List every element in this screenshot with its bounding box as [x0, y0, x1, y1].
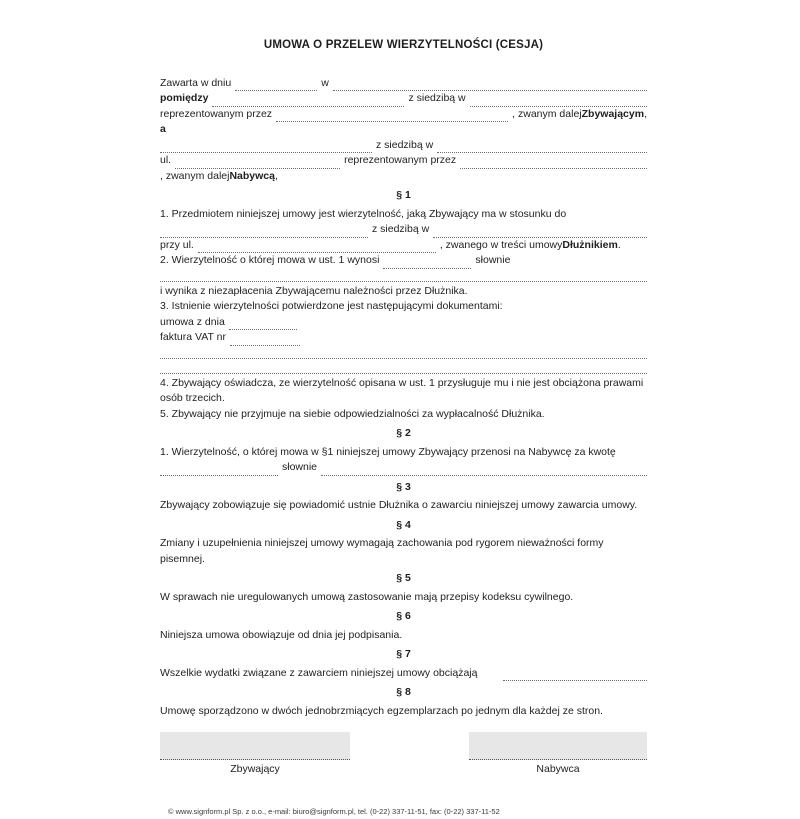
intro-row-seller-rep: [160, 107, 647, 123]
intro-row-buyer-street: [160, 153, 647, 169]
label-przy-ul: przy ul.: [160, 238, 194, 254]
blank-invoice-number-field: [230, 332, 300, 346]
label-zawarta-w-dniu: Zawarta w dniu: [160, 76, 231, 92]
section-1-amount-row: [160, 253, 647, 269]
term-nabywca: Nabywcą: [229, 169, 275, 185]
label-umowa-z-dnia: umowa z dnia: [160, 315, 225, 331]
section-1-contract-date-row: [160, 315, 647, 331]
blank-buyer-name-field: [160, 139, 372, 153]
blank-expenses-party-field: [503, 667, 647, 681]
blank-buyer-representative-field: [460, 155, 647, 169]
label-pomiedzy: pomiędzy: [160, 91, 208, 107]
punct-after-dluznikiem: .: [618, 238, 621, 254]
section-3-heading: § 3: [160, 480, 647, 496]
section-8-heading: § 8: [160, 685, 647, 701]
label-ul: ul.: [160, 153, 171, 169]
label-reprezentowanym-przez-1: reprezentowanym przez: [160, 107, 272, 123]
label-slownie-1: słownie: [475, 253, 510, 269]
label-zwanego-w-tresci: , zwanego w treści umowy: [440, 238, 563, 254]
punct-after-nabywca: ,: [275, 169, 278, 185]
blank-seller-seat-field: [470, 93, 647, 107]
signature-area: [160, 732, 647, 778]
blank-contract-date-field: [229, 316, 297, 330]
label-zwanym-dalej-2: , zwanym dalej: [160, 169, 229, 185]
section-1-invoice-row: [160, 330, 647, 346]
blank-amount-field: [383, 255, 471, 269]
intro-row-buyer-name: [160, 138, 647, 154]
signature-box-buyer: [469, 732, 647, 760]
section-2-paragraph-1: 1. Wierzytelność, o której mowa w §1 niniejszej umowy Zbywający przenosi na Nabywcę za kwotę: [160, 445, 647, 461]
label-w: w: [321, 76, 329, 92]
publisher-footer: © www.signform.pl Sp. z o.o., e-mail: biuro@signform.pl, tel. (0-22) 337-11-51, fax: (0-22) 337-11-52: [168, 804, 647, 819]
intro-row-date: [160, 76, 647, 92]
section-6-paragraph-1: Niniejsza umowa obowiązuje od dnia jej podpisania.: [160, 628, 647, 644]
blank-documents-line-2: [160, 373, 647, 374]
term-dluznikiem: Dłużnikiem: [562, 238, 617, 254]
blank-place-field: [333, 77, 647, 91]
label-wierzytelnosc-wynosi: 2. Wierzytelność o której mowa w ust. 1 wynosi: [160, 253, 379, 269]
blank-documents-line-1: [160, 358, 647, 359]
blank-date-field: [235, 77, 317, 91]
section-5-heading: § 5: [160, 571, 647, 587]
label-slownie-2: słownie: [282, 460, 317, 476]
section-5-paragraph-1: W sprawach nie uregulowanych umową zastosowanie mają przepisy kodeksu cywilnego.: [160, 590, 647, 606]
section-1-debtor-street-row: [160, 238, 647, 254]
section-7-paragraph-1: Wszelkie wydatki związane z zawarciem niniejszej umowy obciążają: [160, 666, 477, 682]
blank-debtor-name-field: [160, 224, 368, 238]
section-1-paragraph-3: 3. Istnienie wierzytelności potwierdzone jest następującymi dokumentami:: [160, 299, 647, 315]
blank-transfer-amount-field: [160, 462, 278, 476]
section-7-expenses-row: [160, 666, 647, 682]
section-1-paragraph-5: 5. Zbywający nie przyjmuje na siebie odpowiedzialności za wypłacalność Dłużnika.: [160, 407, 647, 423]
section-7-heading: § 7: [160, 647, 647, 663]
blank-debtor-street-field: [198, 239, 436, 253]
section-2-amount-words-row: [160, 460, 647, 476]
section-4-paragraph-1: Zmiany i uzupełnienia niniejszej umowy wymagają zachowania pod rygorem nieważności formy pisemnej.: [160, 536, 647, 567]
section-4-heading: § 4: [160, 518, 647, 534]
section-1-paragraph-wynika: i wynika z niezapłacenia Zbywającemu należności przez Dłużnika.: [160, 284, 647, 300]
label-z-siedziba-w-2: z siedzibą w: [376, 138, 433, 154]
signature-label-buyer: Nabywca: [469, 762, 647, 778]
blank-seller-name-field: [212, 93, 404, 107]
label-reprezentowanym-przez-2: reprezentowanym przez: [344, 153, 456, 169]
label-faktura-vat-nr: faktura VAT nr: [160, 330, 226, 346]
label-z-siedziba-w-3: z siedzibą w: [372, 222, 429, 238]
section-8-paragraph-1: Umowę sporządzono w dwóch jednobrzmiących egzemplarzach po jednym dla każdej ze stron.: [160, 704, 647, 720]
signature-block-seller: [160, 732, 350, 778]
section-3-paragraph-1: Zbywający zobowiązuje się powiadomić ustnie Dłużnika o zawarciu niniejszej umowy zawarcia umowy.: [160, 498, 647, 514]
intro-row-buyer-term: [160, 169, 647, 185]
section-2-heading: § 2: [160, 426, 647, 442]
document-content: [160, 38, 647, 819]
document-title: UMOWA O PRZELEW WIERZYTELNOŚCI (CESJA): [160, 38, 647, 54]
section-6-heading: § 6: [160, 609, 647, 625]
section-1-paragraph-4: 4. Zbywający oświadcza, ze wierzytelność opisana w ust. 1 przysługuje mu i nie jest obciążona prawami osób trzecich.: [160, 376, 647, 407]
blank-buyer-seat-field: [437, 139, 647, 153]
intro-row-a: [160, 122, 647, 138]
blank-transfer-amount-words-field: [321, 462, 647, 476]
blank-amount-words-line-1: [160, 281, 647, 282]
blank-seller-representative-field: [276, 108, 508, 122]
label-a: a: [160, 122, 166, 138]
blank-buyer-street-field: [175, 155, 340, 169]
signature-label-seller: Zbywający: [160, 762, 350, 778]
label-z-siedziba-w-1: z siedzibą w: [408, 91, 465, 107]
section-1-debtor-seat-row: [160, 222, 647, 238]
intro-row-seller-name: [160, 91, 647, 107]
section-1-heading: § 1: [160, 188, 647, 204]
term-zbywajacym: Zbywającym: [582, 107, 644, 123]
punct-after-zbywajacym: ,: [644, 107, 647, 123]
label-zwanym-dalej-1: , zwanym dalej: [512, 107, 581, 123]
signature-box-seller: [160, 732, 350, 760]
section-1-paragraph-1: 1. Przedmiotem niniejszej umowy jest wierzytelność, jaką Zbywający ma w stosunku do: [160, 207, 647, 223]
signature-block-buyer: [469, 732, 647, 778]
blank-debtor-seat-field: [433, 224, 647, 238]
